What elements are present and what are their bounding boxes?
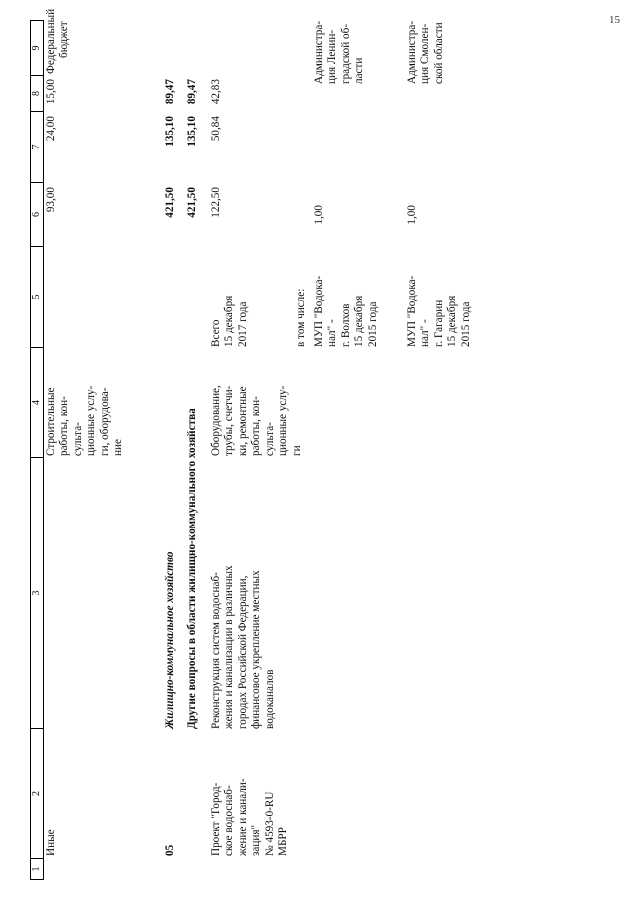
project-col4-line: трубы, счетчи- bbox=[223, 385, 236, 456]
rotated-table bbox=[30, 8, 610, 880]
other-col8: 15,00 bbox=[45, 79, 57, 105]
gagarin-col5-line: 15 декабря bbox=[446, 295, 459, 347]
volkhov-col5 bbox=[313, 276, 380, 347]
volkhov-col5-line: г. Волхов bbox=[339, 303, 352, 347]
project-col4-line: сульта- bbox=[263, 422, 276, 456]
volkhov-col9-line: Администра- bbox=[313, 20, 325, 84]
page-number: 15 bbox=[609, 14, 620, 26]
header-col-2: 2 bbox=[31, 728, 43, 858]
project-col3-line: жения и канализации в различных bbox=[223, 565, 236, 729]
project-col2-line: зация" bbox=[250, 824, 263, 856]
other-col2: Иные bbox=[45, 829, 57, 856]
header-col-6: 6 bbox=[31, 182, 43, 246]
total1-col7: 135,10 bbox=[164, 116, 176, 147]
gagarin-col5-line: нал" - bbox=[419, 319, 432, 347]
project-col3-line: водоканалов bbox=[263, 669, 276, 729]
project-col5-line: 2017 года bbox=[236, 301, 249, 347]
gagarin-col5-line: г. Гагарин bbox=[432, 299, 445, 347]
project-col8: 42,83 bbox=[210, 79, 222, 105]
volkhov-col6: 1,00 bbox=[313, 205, 325, 225]
gagarin-col9 bbox=[406, 21, 446, 84]
total1-col6: 421,50 bbox=[164, 187, 176, 218]
gagarin-col5-line: 2015 года bbox=[459, 301, 472, 347]
volkhov-col5-line: нал" - bbox=[326, 319, 339, 347]
project-col4-line: ки, ремонтные bbox=[236, 386, 249, 456]
section-title: Жилищно-коммунальное хозяйство bbox=[164, 551, 176, 729]
total2-col8: 89,47 bbox=[186, 79, 198, 105]
project-col6: 122,50 bbox=[210, 187, 222, 218]
header-col-3: 3 bbox=[31, 457, 43, 728]
gagarin-col5-line: МУП "Водока- bbox=[406, 275, 418, 347]
volkhov-col5-line: 15 декабря bbox=[353, 295, 366, 347]
other-col9-line: бюджет bbox=[58, 21, 71, 58]
other-col4-line: работы, кон- bbox=[58, 396, 71, 456]
other-col4-line: ционные услу- bbox=[85, 385, 98, 456]
project-col7: 50,84 bbox=[210, 116, 222, 142]
table-header-row bbox=[30, 20, 44, 880]
other-col4-line: Строительные bbox=[45, 387, 57, 456]
project-including: в том числе: bbox=[295, 288, 307, 347]
gagarin-col9-line: ция Смолен- bbox=[419, 23, 432, 84]
project-col4-line: работы, кон- bbox=[250, 396, 263, 456]
project-col3-line: финансовое укрепление местных bbox=[250, 570, 263, 729]
project-col2 bbox=[210, 778, 291, 856]
other-col4 bbox=[45, 386, 126, 456]
project-col2-line: жение и канали- bbox=[236, 778, 249, 856]
header-col-1: 1 bbox=[31, 858, 43, 879]
other-col7: 24,00 bbox=[45, 116, 57, 142]
other-col4-line: ние bbox=[112, 439, 125, 456]
project-col3 bbox=[210, 565, 277, 729]
other-col4-line: сульта- bbox=[71, 422, 84, 456]
project-col4 bbox=[210, 385, 304, 456]
project-col2-line: Проект "Город- bbox=[210, 782, 222, 856]
project-col4-line: ционные услу- bbox=[277, 385, 290, 456]
header-col-9: 9 bbox=[31, 45, 42, 51]
volkhov-col9-line: ция Ленин- bbox=[326, 29, 339, 84]
total1-col8: 89,47 bbox=[164, 79, 176, 105]
project-col5-line: Всего bbox=[210, 319, 222, 347]
project-col3-line: Реконструкция систем водоснаб- bbox=[210, 572, 222, 729]
other-col9-line: Федеральный bbox=[45, 8, 57, 74]
header-col-8: 8 bbox=[31, 75, 43, 111]
volkhov-col9-line: градской об- bbox=[339, 23, 352, 84]
project-col2-line: МБРР bbox=[277, 827, 290, 856]
volkhov-col9 bbox=[313, 21, 367, 84]
section-code: 05 bbox=[164, 844, 176, 856]
other-col4-line: ги, оборудова- bbox=[98, 387, 111, 456]
gagarin-col9-line: ской области bbox=[432, 22, 445, 84]
header-col-4: 4 bbox=[31, 347, 43, 457]
volkhov-col5-line: 2015 года bbox=[366, 301, 379, 347]
header-col-5: 5 bbox=[31, 246, 43, 347]
project-col5-line: 15 декабря bbox=[223, 295, 236, 347]
project-col5 bbox=[210, 296, 250, 347]
volkhov-col9-line: ласти bbox=[353, 57, 366, 84]
project-col4-line: Оборудование, bbox=[210, 385, 222, 456]
total2-col7: 135,10 bbox=[186, 116, 198, 147]
other-col6: 93,00 bbox=[45, 187, 57, 213]
project-col2-line: ское водоснаб- bbox=[223, 785, 236, 856]
header-col-7: 7 bbox=[31, 111, 43, 182]
volkhov-col5-line: МУП "Водока- bbox=[313, 275, 325, 347]
gagarin-col5 bbox=[406, 276, 473, 347]
project-col3-line: городах Российской Федерации, bbox=[236, 575, 249, 729]
project-col4-line: ги bbox=[290, 445, 303, 456]
gagarin-col6: 1,00 bbox=[406, 205, 418, 225]
project-col2-line: № 4593-0-RU bbox=[263, 791, 276, 856]
other-col9 bbox=[45, 9, 72, 74]
subsection-title: Другие вопросы в области жилищно-коммунального хозяйства bbox=[186, 408, 198, 729]
gagarin-col9-line: Администра- bbox=[406, 20, 418, 84]
total2-col6: 421,50 bbox=[186, 187, 198, 218]
